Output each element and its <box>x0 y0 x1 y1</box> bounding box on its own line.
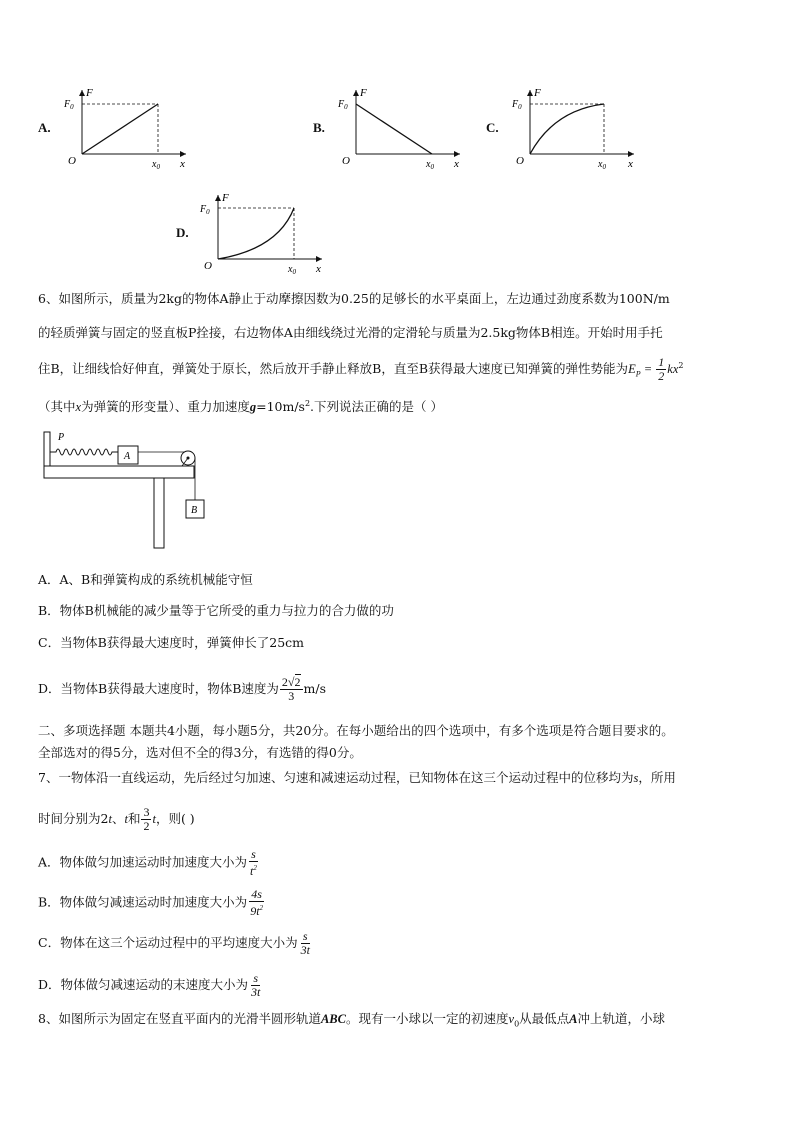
option-d-label: D. <box>176 225 189 240</box>
option-c-label: C. <box>486 120 499 135</box>
spring <box>50 449 118 455</box>
graph-b-svg <box>336 87 466 171</box>
q7-option-d: D．物体做匀减速运动的末速度大小为 $\frac{s}{3t}$ <box>38 971 261 999</box>
table-leg <box>154 478 164 548</box>
label-a: A <box>124 451 131 462</box>
q6-line-3: 住B，让细线恰好伸直，弹簧处于原长，然后放开手静止释放B，直至B获得最大速度已知弹簧的弹性势能为$E_P$ = $\frac{1}{2}$ $kx^2$ <box>38 355 684 383</box>
graph-c-origin: O <box>516 155 524 167</box>
graph-c-x-label: x <box>628 158 633 170</box>
graph-b-f-label: F <box>360 87 367 99</box>
graph-d-x0-label: $x_0$ <box>288 264 296 276</box>
graph-d-svg <box>198 192 328 276</box>
ep-fraction: $\frac{1}{2}$ <box>658 355 665 383</box>
graph-c-x0-label: $x_0$ <box>598 159 606 171</box>
graph-a-f-label: F <box>86 87 93 99</box>
graph-d-origin: O <box>204 260 212 272</box>
graph-d-f-label: F <box>222 192 229 204</box>
q7-option-c: C．物体在这三个运动过程中的平均速度大小为 $\frac{s}{3t}$ <box>38 929 310 957</box>
graph-a-svg <box>62 87 192 171</box>
option-a-label: A. <box>38 120 51 135</box>
graph-d-curve <box>218 208 294 259</box>
q6-option-a: A．A、B和弹簧构成的系统机械能守恒 <box>38 572 253 587</box>
q6-line-1: 6、如图所示，质量为2kg的物体A静止于动摩擦因数为0.25的足够长的水平桌面上，左边通过劲度系数为100N/m <box>38 291 670 306</box>
graph-c-f0-label: $F_0$ <box>512 99 522 111</box>
q6-d-fraction: $\frac{2√2}{3}$ <box>281 675 301 703</box>
q6-line-2: 的轻质弹簧与固定的竖直板P拴接，右边物体A由细线绕过光滑的定滑轮与质量为2.5kg物体B相连。开始时用手托 <box>38 325 663 340</box>
q6-option-d: D．当物体B获得最大速度时，物体B速度为 $\frac{2√2}{3}$ m/s <box>38 675 326 703</box>
graph-c-svg <box>510 87 640 171</box>
graph-a-origin: O <box>68 155 76 167</box>
graph-a-f0-label: $F_0$ <box>64 99 74 111</box>
q6-figure-svg <box>40 428 220 553</box>
q7-option-a: A．物体做匀加速运动时加速度大小为 $\frac{s}{t^2}$ <box>38 847 257 878</box>
q6-line-4: （其中x为弹簧的形变量）、重力加速度$g=10m/s^2$.下列说法正确的是（ ） <box>38 399 443 415</box>
graph-b-f0-label: $F_0$ <box>338 99 348 111</box>
wall-p <box>44 432 50 466</box>
q7-line-2: 时间分别为2t、t和 $\frac{3}{2}$ t，则( ) <box>38 805 195 833</box>
graph-b-origin: O <box>342 155 350 167</box>
label-p: P <box>58 432 65 443</box>
section-2-line-2: 全部选对的得5分，选对但不全的得3分，有选错的得0分。 <box>38 745 362 760</box>
option-b-label: B. <box>313 120 325 135</box>
q6-figure <box>40 428 220 553</box>
graph-c <box>510 87 640 171</box>
graph-b-x-label: x <box>454 158 459 170</box>
graph-d-x-label: x <box>316 263 321 275</box>
q8-line-1: 8、如图所示为固定在竖直平面内的光滑半圆形轨道ABC。现有一小球以一定的初速度$v_0$从最低点A冲上轨道，小球 <box>38 1011 666 1029</box>
q7-line-1: 7、一物体沿一直线运动，先后经过匀加速、匀速和减速运动过程，已知物体在这三个运动过程中的位移均为s，所用 <box>38 770 676 785</box>
ep-formula: $E_P$ = <box>628 362 656 379</box>
q7-option-b: B．物体做匀减速运动时加速度大小为 $\frac{4s}{9t^2}$ <box>38 887 264 918</box>
table-top <box>44 466 194 478</box>
graph-b-x0-label: $x_0$ <box>426 159 434 171</box>
graph-c-curve <box>530 104 604 154</box>
graph-c-f-label: F <box>534 87 541 99</box>
graph-d <box>198 192 328 276</box>
graph-d-f0-label: $F_0$ <box>200 204 210 216</box>
graph-b <box>336 87 466 171</box>
q6-option-b: B．物体B机械能的减少量等于它所受的重力与拉力的合力做的功 <box>38 603 394 618</box>
graph-a-curve <box>82 104 158 154</box>
graph-b-curve <box>356 104 432 154</box>
graph-a <box>62 87 192 171</box>
section-2-line-1: 二、多项选择题 本题共4小题，每小题5分，共20分。在每小题给出的四个选项中，有多个选项是符合题目要求的。 <box>38 723 674 738</box>
graph-a-x0-label: $x_0$ <box>152 159 160 171</box>
label-b: B <box>191 505 198 516</box>
q6-option-c: C．当物体B获得最大速度时，弹簧伸长了25cm <box>38 635 305 650</box>
graph-a-x-label: x <box>180 158 185 170</box>
